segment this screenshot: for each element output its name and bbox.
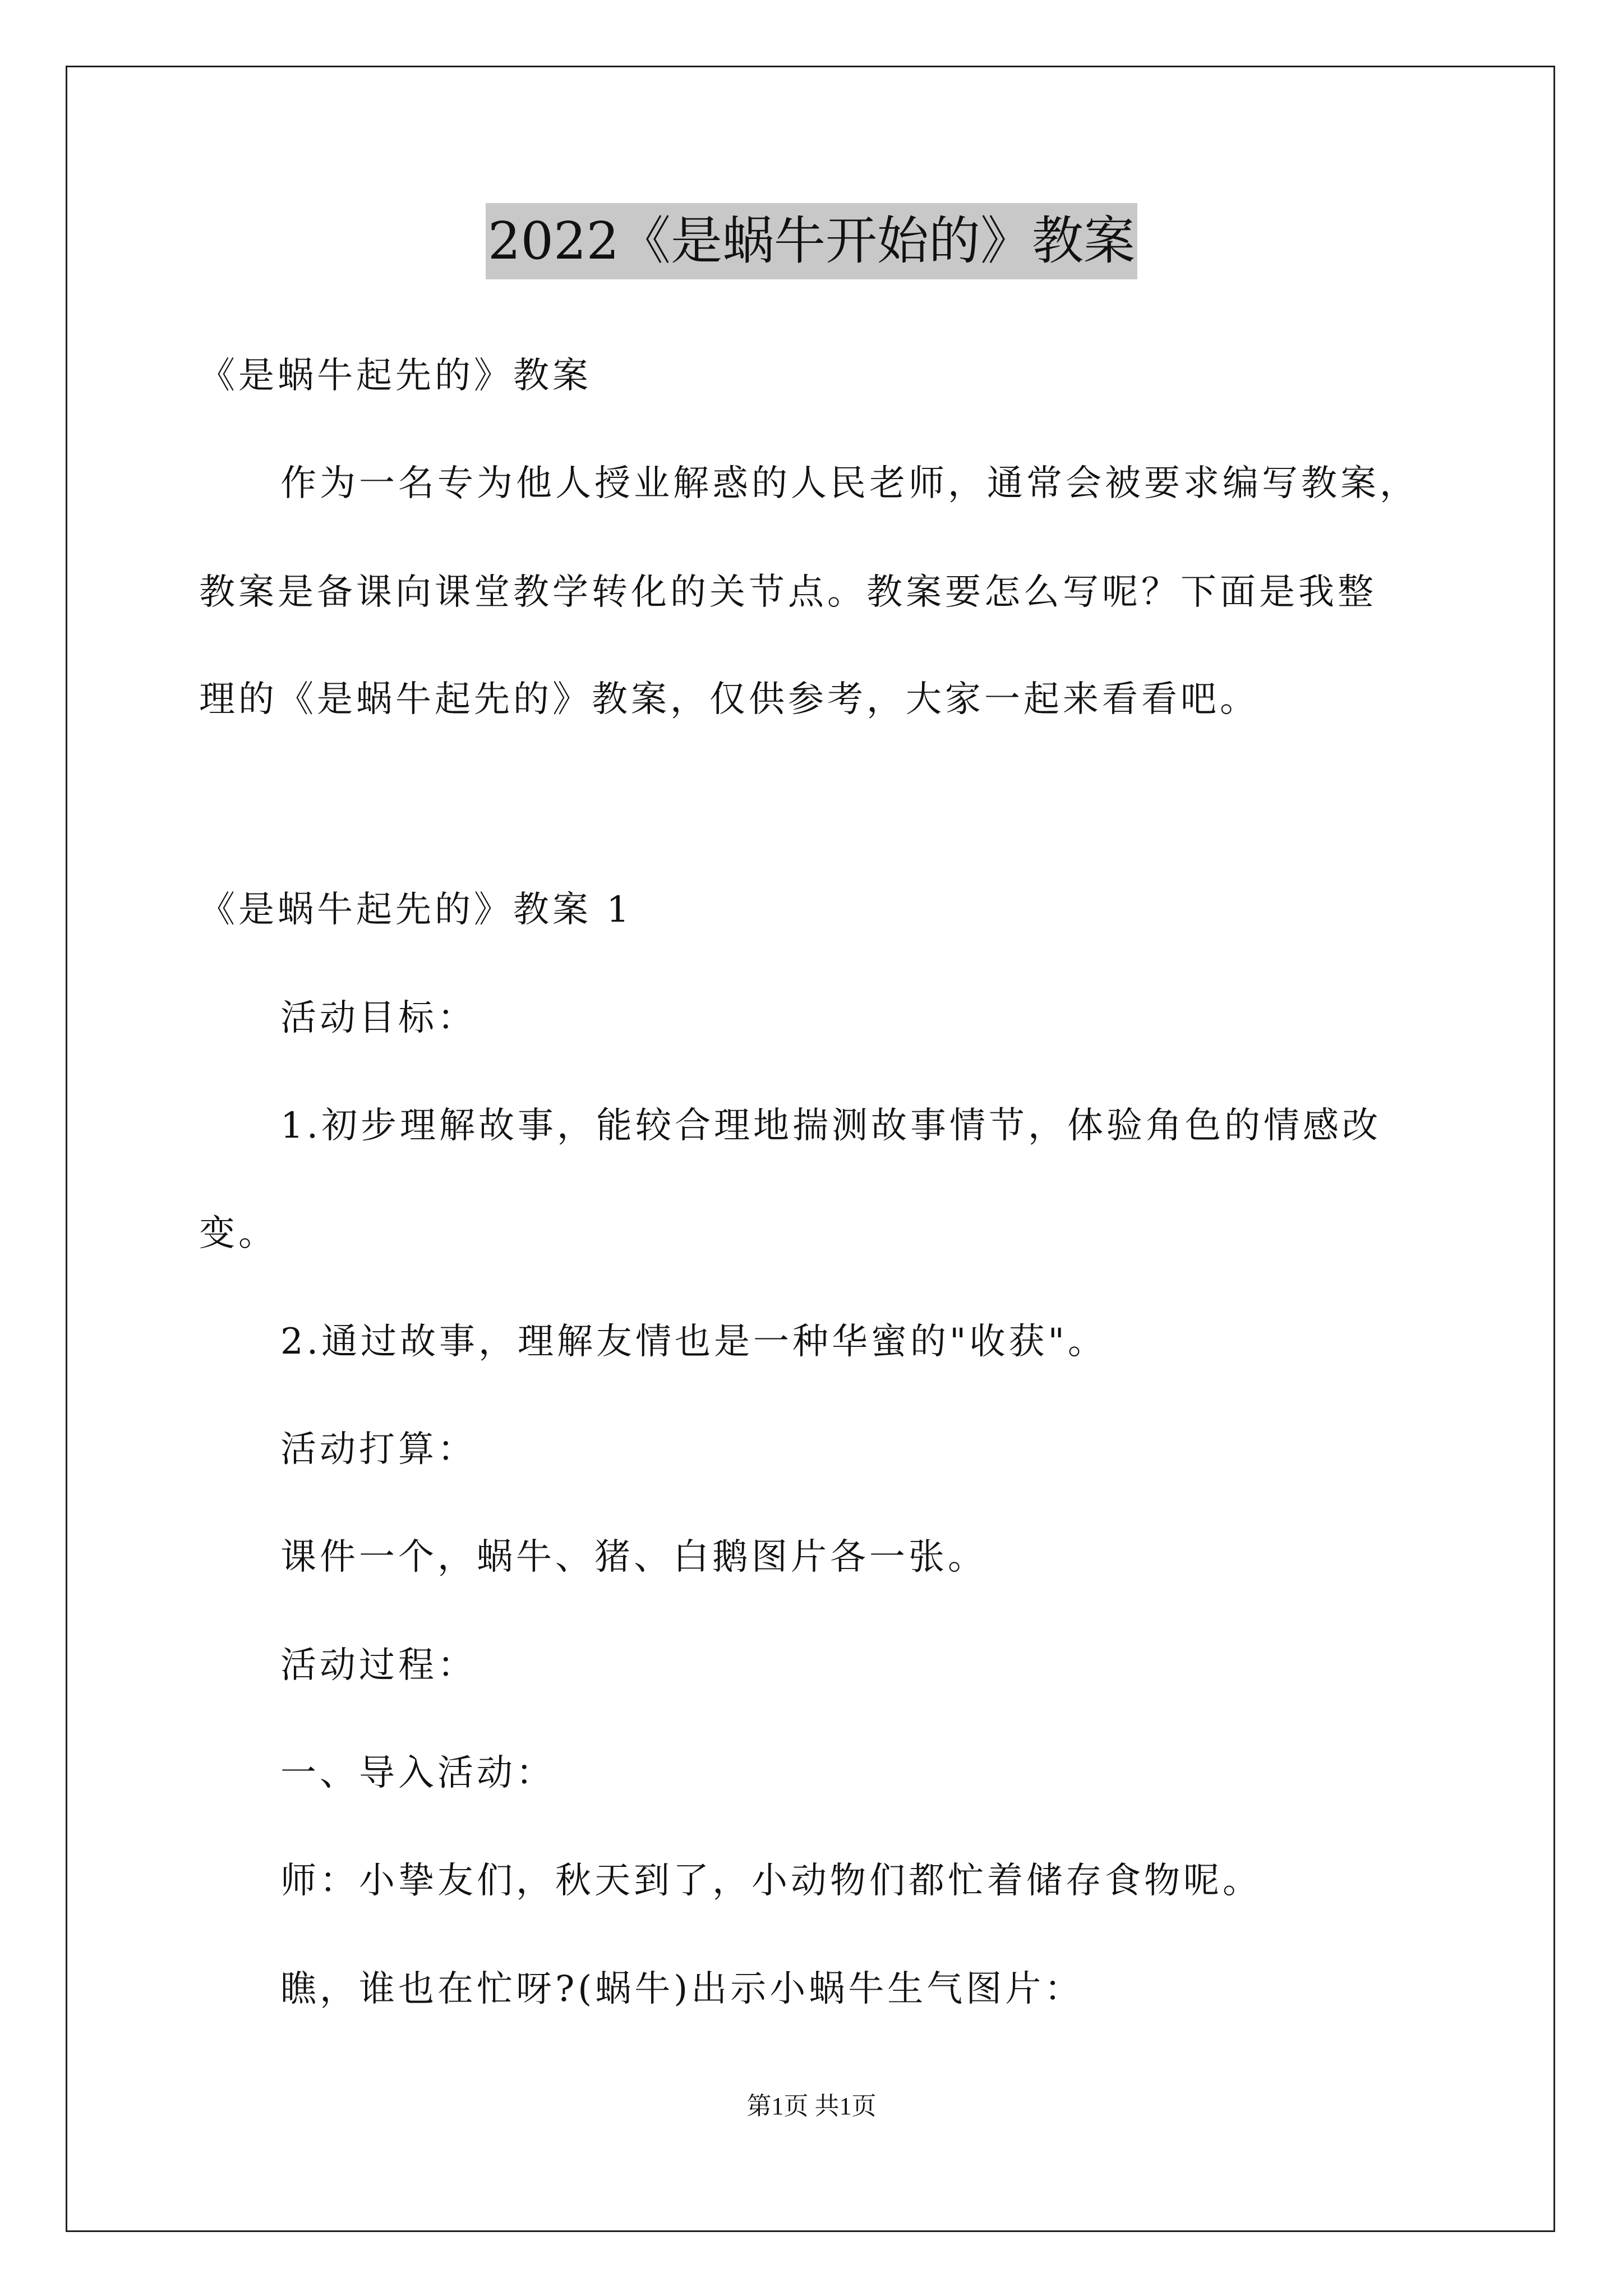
goals-label: 活动目标： <box>280 997 477 1039</box>
goal2: 2.通过故事，理解友情也是一种华蜜的"收获"。 <box>280 1321 1107 1363</box>
process-label: 活动过程： <box>280 1645 477 1686</box>
intro-line-1: 作为一名专为他人授业解惑的人民老师，通常会被要求编写教案， <box>280 463 1419 504</box>
step1-label: 一、导入活动： <box>280 1752 555 1794</box>
prep-label: 活动打算： <box>280 1429 477 1470</box>
subtitle: 《是蜗牛起先的》教案 <box>199 355 592 397</box>
page-footer: 第1页 共1页 <box>746 2092 877 2120</box>
goal1-line-2: 变。 <box>199 1213 278 1254</box>
question-line: 瞧，谁也在忙呀?(蜗牛)出示小蜗牛生气图片： <box>280 1968 1084 2010</box>
prep-text: 课件一个，蜗牛、猪、白鹅图片各一张。 <box>280 1536 987 1578</box>
intro-line-2: 教案是备课向课堂教学转化的关节点。教案要怎么写呢？下面是我整 <box>199 572 1377 613</box>
title-container <box>0 203 1623 279</box>
intro-line-3: 理的《是蜗牛起先的》教案，仅供参考，大家一起来看看吧。 <box>199 679 1259 720</box>
section-heading: 《是蜗牛起先的》教案 1 <box>199 889 633 931</box>
document-title: 2022《是蜗牛开始的》教案 <box>486 203 1137 279</box>
goal1-line-1: 1.初步理解故事，能较合理地揣测故事情节，体验角色的情感改 <box>280 1105 1382 1147</box>
teacher-line: 师：小挚友们，秋天到了，小动物们都忙着储存食物呢。 <box>280 1860 1262 1902</box>
